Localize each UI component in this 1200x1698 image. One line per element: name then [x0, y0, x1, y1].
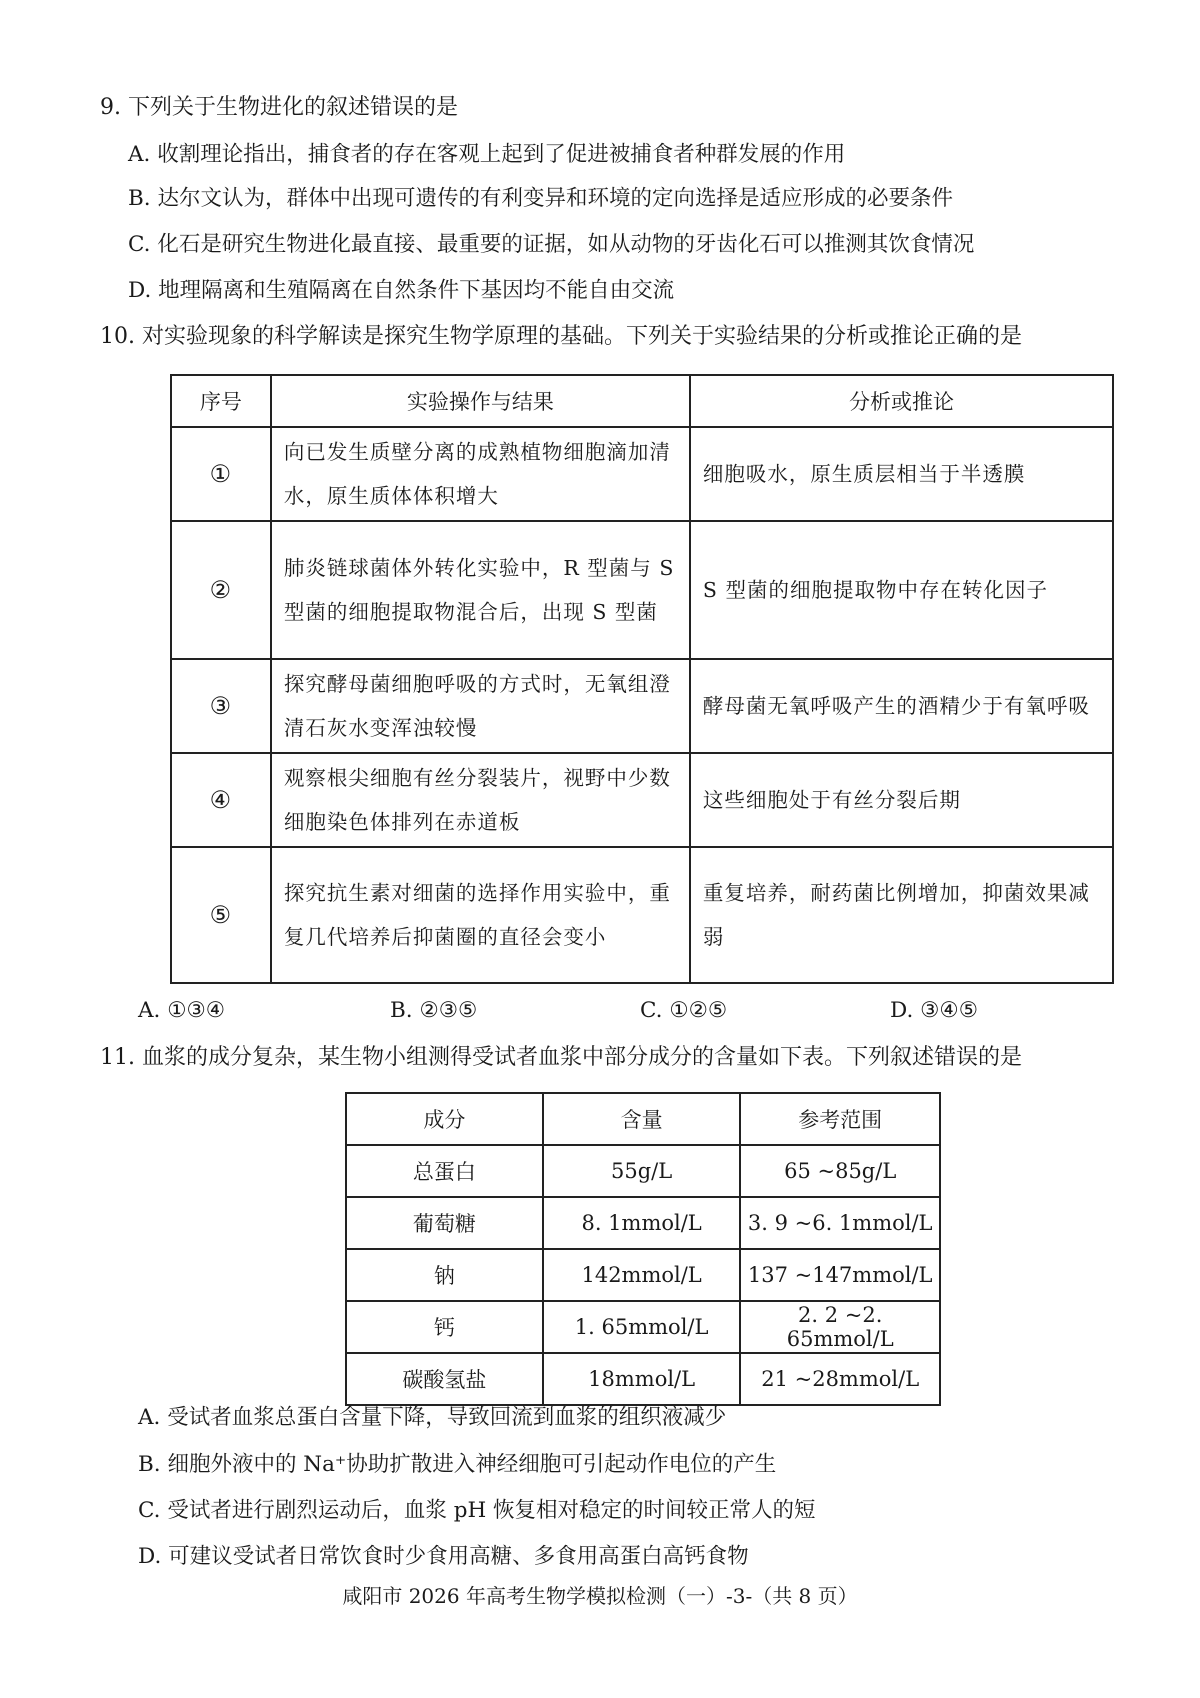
- row-number: ④: [171, 753, 271, 847]
- row-operation: 观察根尖细胞有丝分裂装片，视野中少数细胞染色体排列在赤道板: [271, 753, 690, 847]
- row-range: 2. 2 ~2. 65mmol/L: [740, 1301, 940, 1353]
- header-operation: 实验操作与结果: [271, 375, 690, 427]
- question-9-option-b: B. 达尔文认为，群体中出现可遗传的有利变异和环境的定向选择是适应形成的必要条件: [128, 186, 953, 211]
- row-number: ⑤: [171, 847, 271, 983]
- row-amount: 1. 65mmol/L: [543, 1301, 741, 1353]
- table-row: [346, 1145, 940, 1197]
- row-range: 3. 9 ~6. 1mmol/L: [740, 1197, 940, 1249]
- row-operation: 向已发生质壁分离的成熟植物细胞滴加清水，原生质体体积增大: [271, 427, 690, 521]
- row-component: 钠: [346, 1249, 543, 1301]
- row-range: 21 ~28mmol/L: [740, 1353, 940, 1405]
- blood-component-table: [345, 1092, 941, 1406]
- row-analysis: 酵母菌无氧呼吸产生的酒精少于有氧呼吸: [690, 659, 1113, 753]
- header-amount: 含量: [543, 1093, 741, 1145]
- question-11-stem: 11. 血浆的成分复杂，某生物小组测得受试者血浆中部分成分的含量如下表。下列叙述错误的是: [100, 1045, 1022, 1070]
- row-component: 钙: [346, 1301, 543, 1353]
- question-11-option-b: B. 细胞外液中的 Na⁺协助扩散进入神经细胞可引起动作电位的产生: [138, 1452, 777, 1477]
- table-row: [171, 521, 1113, 659]
- question-11-option-d: D. 可建议受试者日常饮食时少食用高糖、多食用高蛋白高钙食物: [138, 1544, 749, 1569]
- header-number: 序号: [171, 375, 271, 427]
- row-number: ③: [171, 659, 271, 753]
- table-row: [171, 753, 1113, 847]
- question-10-option-d: D. ③④⑤: [890, 998, 978, 1023]
- table-row: [346, 1353, 940, 1405]
- row-component: 总蛋白: [346, 1145, 543, 1197]
- question-11-option-c: C. 受试者进行剧烈运动后，血浆 pH 恢复相对稳定的时间较正常人的短: [138, 1498, 816, 1523]
- row-range: 137 ~147mmol/L: [740, 1249, 940, 1301]
- row-operation: 肺炎链球菌体外转化实验中，R 型菌与 S 型菌的细胞提取物混合后，出现 S 型菌: [271, 521, 690, 659]
- row-component: 碳酸氢盐: [346, 1353, 543, 1405]
- experiment-table: [170, 374, 1114, 984]
- question-9-option-c: C. 化石是研究生物进化最直接、最重要的证据，如从动物的牙齿化石可以推测其饮食情况: [128, 232, 975, 257]
- question-10-option-a: A. ①③④: [138, 998, 226, 1023]
- row-amount: 8. 1mmol/L: [543, 1197, 741, 1249]
- row-analysis: 细胞吸水，原生质层相当于半透膜: [690, 427, 1113, 521]
- row-analysis: 这些细胞处于有丝分裂后期: [690, 753, 1113, 847]
- table-row: [346, 1249, 940, 1301]
- question-10-option-b: B. ②③⑤: [390, 998, 478, 1023]
- table-row: [171, 659, 1113, 753]
- header-range: 参考范围: [740, 1093, 940, 1145]
- header-component: 成分: [346, 1093, 543, 1145]
- question-9-stem: 9. 下列关于生物进化的叙述错误的是: [100, 95, 458, 120]
- row-amount: 142mmol/L: [543, 1249, 741, 1301]
- page-footer: 咸阳市 2026 年高考生物学模拟检测（一）-3-（共 8 页）: [342, 1584, 858, 1608]
- question-11-option-a: A. 受试者血浆总蛋白含量下降，导致回流到血浆的组织液减少: [138, 1405, 727, 1430]
- row-number: ②: [171, 521, 271, 659]
- blood-table-header: [346, 1093, 940, 1145]
- table-row: [346, 1197, 940, 1249]
- table-row: [346, 1301, 940, 1353]
- table-row: [171, 847, 1113, 983]
- question-9-option-d: D. 地理隔离和生殖隔离在自然条件下基因均不能自由交流: [128, 278, 675, 303]
- row-amount: 55g/L: [543, 1145, 741, 1197]
- row-analysis: S 型菌的细胞提取物中存在转化因子: [690, 521, 1113, 659]
- table-row: [171, 427, 1113, 521]
- question-10-option-c: C. ①②⑤: [640, 998, 728, 1023]
- experiment-table-header: [171, 375, 1113, 427]
- row-number: ①: [171, 427, 271, 521]
- row-amount: 18mmol/L: [543, 1353, 741, 1405]
- row-operation: 探究抗生素对细菌的选择作用实验中，重复几代培养后抑菌圈的直径会变小: [271, 847, 690, 983]
- row-operation: 探究酵母菌细胞呼吸的方式时，无氧组澄清石灰水变浑浊较慢: [271, 659, 690, 753]
- question-9-option-a: A. 收割理论指出，捕食者的存在客观上起到了促进被捕食者种群发展的作用: [128, 142, 846, 167]
- row-component: 葡萄糖: [346, 1197, 543, 1249]
- row-analysis: 重复培养，耐药菌比例增加，抑菌效果减弱: [690, 847, 1113, 983]
- header-analysis: 分析或推论: [690, 375, 1113, 427]
- question-10-stem: 10. 对实验现象的科学解读是探究生物学原理的基础。下列关于实验结果的分析或推论正确的是: [100, 324, 1022, 349]
- row-range: 65 ~85g/L: [740, 1145, 940, 1197]
